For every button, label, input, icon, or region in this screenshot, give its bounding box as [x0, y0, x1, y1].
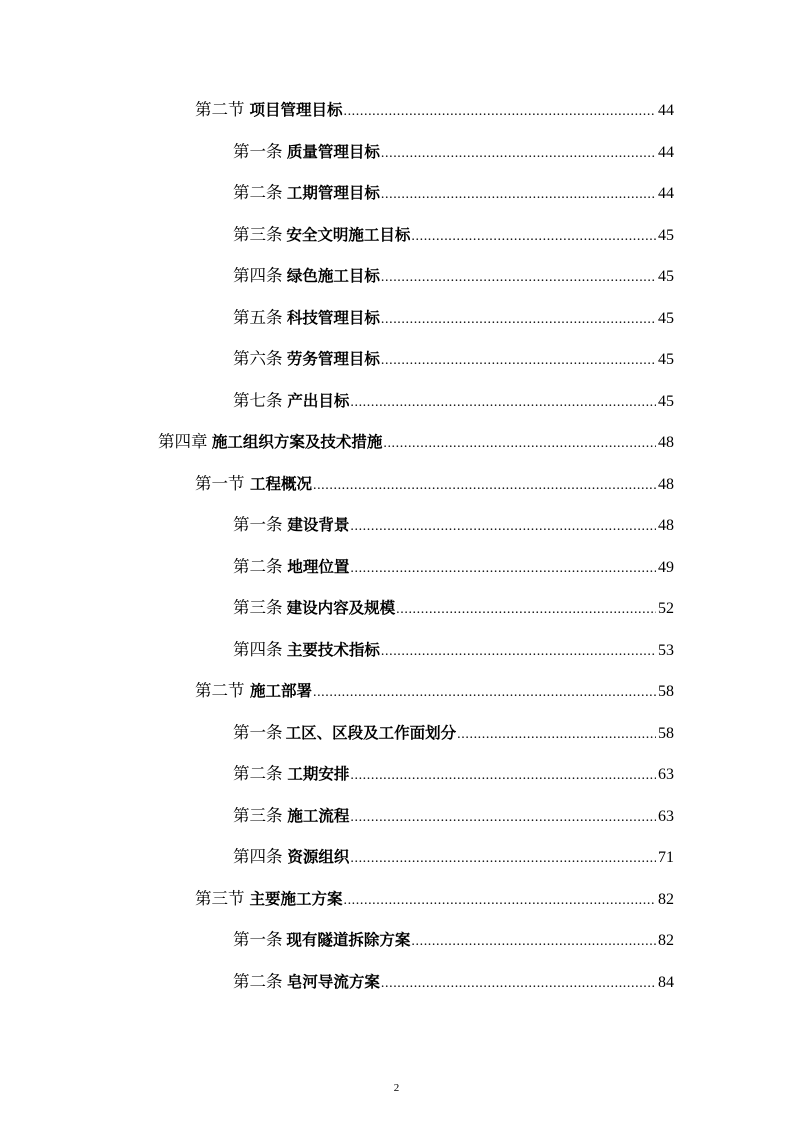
toc-dot-leader: [381, 971, 656, 997]
toc-entry[interactable]: [233, 927, 674, 953]
toc-entry-page: 84: [658, 974, 674, 991]
toc-entry-title: 现有隧道拆除方案: [286, 931, 411, 949]
toc-entry-number: 第四条: [233, 640, 283, 659]
toc-entry-page: 52: [658, 600, 674, 617]
toc-entry-page: 48: [658, 517, 674, 534]
toc-entry[interactable]: [233, 512, 674, 538]
toc-entry-number: 第一条: [233, 142, 283, 161]
toc-entry[interactable]: [233, 761, 674, 787]
toc-entry[interactable]: [233, 637, 674, 663]
toc-dot-leader: [411, 224, 656, 250]
toc-entry-number: 第二条: [233, 557, 283, 576]
toc-entry-title: 工程概况: [249, 475, 312, 493]
toc-entry-number: 第一节: [195, 474, 245, 493]
toc-entry-number: 第一条: [233, 723, 283, 742]
toc-chapter-entry[interactable]: [158, 429, 674, 455]
toc-entry-number: 第二节: [195, 681, 245, 700]
toc-entry-title: 建设内容及规模: [286, 599, 396, 617]
toc-entry-title: 施工部署: [249, 682, 312, 700]
toc-entry-page: 58: [658, 725, 674, 742]
toc-entry-page: 82: [658, 891, 674, 908]
toc-dot-leader: [313, 680, 656, 706]
toc-entry-title: 劳务管理目标: [286, 350, 380, 368]
toc-entry-title: 安全文明施工目标: [286, 226, 411, 244]
toc-entry-page: 63: [658, 808, 674, 825]
toc-entry[interactable]: [233, 180, 674, 206]
toc-entry-title: 地理位置: [287, 558, 350, 576]
toc-entry-number: 第七条: [233, 391, 283, 410]
toc-dot-leader: [381, 265, 656, 291]
toc-dot-leader: [343, 99, 656, 125]
toc-entry[interactable]: [233, 720, 674, 746]
toc-entry[interactable]: [195, 97, 674, 123]
toc-entry-number: 第二节: [195, 100, 245, 119]
toc-entry-page: 82: [658, 932, 674, 949]
toc-entry[interactable]: [233, 844, 674, 870]
toc-dot-leader: [396, 597, 656, 623]
toc-dot-leader: [350, 846, 656, 872]
toc-entry-number: 第四条: [233, 847, 283, 866]
toc-entry-title: 资源组织: [287, 848, 350, 866]
toc-entry-number: 第三条: [233, 225, 283, 244]
toc-entry-title: 科技管理目标: [286, 309, 380, 327]
toc-entry-page: 44: [658, 102, 674, 119]
toc-entry-title: 产出目标: [287, 392, 350, 410]
toc-entry-title: 施工组织方案及技术措施: [211, 433, 383, 451]
toc-entry-page: 45: [658, 268, 674, 285]
toc-entry-title: 建设背景: [287, 516, 350, 534]
page-number-footer: 2: [393, 1082, 400, 1094]
toc-dot-leader: [350, 805, 656, 831]
toc-entry-page: 53: [658, 642, 674, 659]
toc-dot-leader: [343, 888, 656, 914]
toc-dot-leader: [381, 182, 656, 208]
toc-dot-leader: [381, 307, 656, 333]
toc-entry-page: 45: [658, 227, 674, 244]
toc-entry-number: 第五条: [233, 308, 283, 327]
toc-entry-page: 48: [658, 476, 674, 493]
toc-dot-leader: [350, 556, 656, 582]
toc-entry-title: 皂河导流方案: [286, 973, 380, 991]
toc-entry-number: 第二条: [233, 972, 283, 991]
toc-entry-number: 第三节: [195, 889, 245, 908]
toc-entry-page: 63: [658, 766, 674, 783]
toc-entry-title: 项目管理目标: [249, 101, 343, 119]
toc-entry[interactable]: [233, 305, 674, 331]
toc-entry-number: 第三条: [233, 806, 283, 825]
toc-entry-title: 质量管理目标: [286, 143, 380, 161]
toc-entry-number: 第二条: [233, 764, 283, 783]
toc-entry-title: 工期安排: [287, 765, 350, 783]
toc-dot-leader: [411, 929, 656, 955]
toc-entry-number: 第四章: [158, 432, 208, 451]
toc-entry[interactable]: [233, 346, 674, 372]
toc-entry-title: 工期管理目标: [286, 184, 380, 202]
toc-entry-page: 45: [658, 393, 674, 410]
toc-entry-page: 48: [658, 434, 674, 451]
toc-entry-title: 绿色施工目标: [286, 267, 380, 285]
toc-dot-leader: [381, 348, 656, 374]
toc-entry[interactable]: [195, 471, 674, 497]
toc-entry-number: 第一条: [233, 930, 283, 949]
toc-dot-leader: [383, 431, 656, 457]
toc-entry-page: 45: [658, 310, 674, 327]
toc-entry-page: 58: [658, 683, 674, 700]
toc-entry-page: 44: [658, 185, 674, 202]
toc-entry-title: 工区、区段及工作面划分: [285, 724, 457, 742]
toc-entry[interactable]: [233, 388, 674, 414]
toc-entry-page: 45: [658, 351, 674, 368]
toc-entry-number: 第二条: [233, 183, 283, 202]
toc-entry-title: 主要施工方案: [249, 890, 343, 908]
toc-entry[interactable]: [233, 263, 674, 289]
toc-dot-leader: [381, 141, 656, 167]
toc-entry[interactable]: [233, 139, 674, 165]
toc-entry-number: 第四条: [233, 266, 283, 285]
toc-entry-number: 第三条: [233, 598, 283, 617]
toc-entry-number: 第一条: [233, 515, 283, 534]
toc-dot-leader: [457, 722, 656, 748]
toc-entry[interactable]: [233, 554, 674, 580]
toc-entry-page: 44: [658, 144, 674, 161]
toc-dot-leader: [381, 639, 656, 665]
toc-entry-page: 71: [658, 849, 674, 866]
toc-entry[interactable]: [195, 678, 674, 704]
toc-entry-number: 第六条: [233, 349, 283, 368]
toc-entry-title: 主要技术指标: [286, 641, 380, 659]
toc-entry[interactable]: [233, 803, 674, 829]
toc-dot-leader: [350, 514, 656, 540]
toc-dot-leader: [313, 473, 656, 499]
toc-dot-leader: [350, 390, 656, 416]
toc-entry[interactable]: [233, 222, 674, 248]
toc-entry[interactable]: [233, 969, 674, 995]
toc-entry[interactable]: [233, 595, 674, 621]
toc-entry[interactable]: [195, 886, 674, 912]
toc-entry-page: 49: [658, 559, 674, 576]
toc-dot-leader: [350, 763, 656, 789]
toc-entry-title: 施工流程: [287, 807, 350, 825]
